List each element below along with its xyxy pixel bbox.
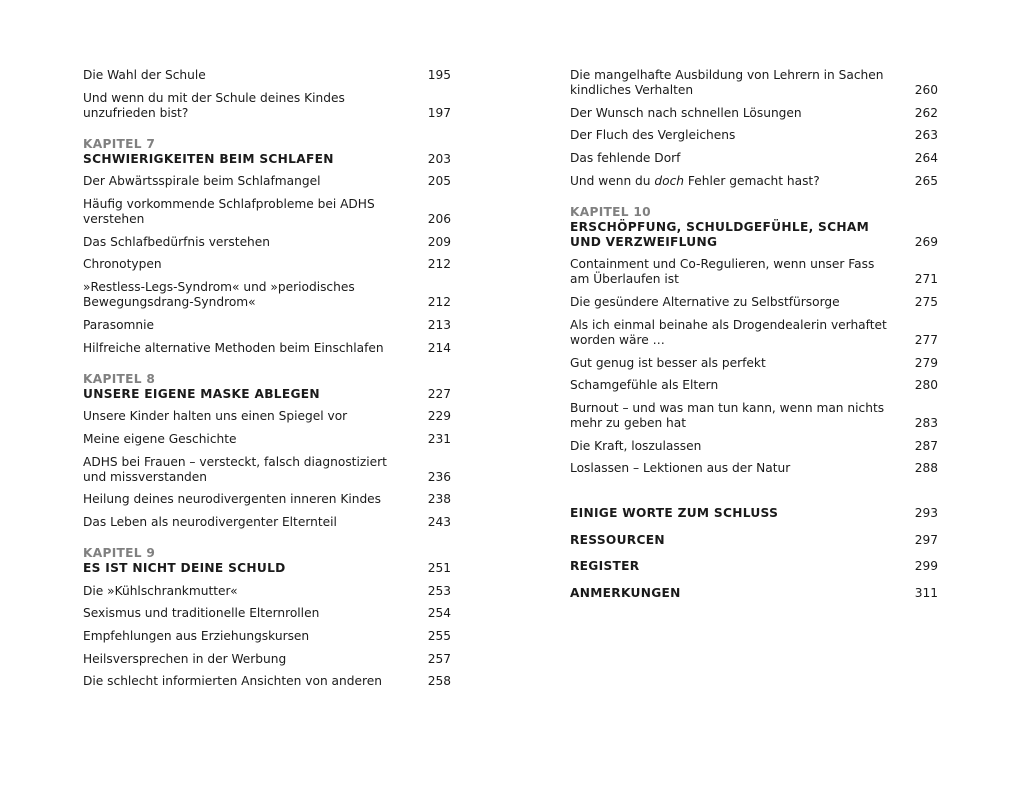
entry-page: 275 xyxy=(914,295,938,310)
chapter-7-heading xyxy=(83,137,451,167)
entry-page: 206 xyxy=(427,212,451,227)
entry-title: Das Leben als neurodivergenter Elternteil xyxy=(83,514,337,529)
entry-title: Die Wahl der Schule xyxy=(83,68,206,82)
entry-page: 283 xyxy=(914,415,938,430)
entry-title-emphasis: doch xyxy=(654,173,685,188)
entry-title: Der Wunsch nach schnellen Lösungen xyxy=(570,105,802,120)
entry-title: Heilung deines neurodivergenten inneren Kindes xyxy=(83,492,382,507)
toc-entry xyxy=(83,515,451,530)
toc-entry xyxy=(83,674,451,689)
toc-entry xyxy=(83,409,451,424)
toc-entry xyxy=(570,318,938,348)
chapter-page: 227 xyxy=(427,386,451,401)
entry-title: Containment und Co-Regulieren, wenn unser Fass am Überlaufen ist xyxy=(570,257,875,287)
chapter-page: 269 xyxy=(914,234,938,249)
entry-title: Unsere Kinder halten uns einen Spiegel vor xyxy=(83,409,348,424)
toc-entry xyxy=(83,455,451,485)
toc-entry xyxy=(83,341,451,356)
entry-page: 253 xyxy=(427,583,451,598)
toc-entry xyxy=(570,68,938,98)
chapter-title: UNSERE EIGENE MASKE ABLEGEN xyxy=(83,386,320,401)
chapter-title-line-2: UND VERZWEIFLUNG xyxy=(570,234,718,249)
toc-entry xyxy=(570,439,938,454)
entry-title: Hilfreiche alternative Methoden beim Einschlafen xyxy=(83,340,384,355)
entry-page: 243 xyxy=(427,514,451,529)
toc-entry xyxy=(570,106,938,121)
entry-title xyxy=(570,174,915,189)
entry-title: Die gesündere Alternative zu Selbstfürsorge xyxy=(570,295,840,310)
end-section-entry xyxy=(570,559,938,574)
toc-entry xyxy=(570,461,938,476)
chapter-label: KAPITEL 7 xyxy=(83,136,156,151)
toc-entry xyxy=(83,257,451,272)
entry-page: 260 xyxy=(914,83,938,97)
entry-page: 255 xyxy=(427,629,451,643)
entry-title: Schamgefühle als Eltern xyxy=(570,378,719,393)
entry-title: Empfehlungen aus Erziehungskursen xyxy=(83,629,310,643)
entry-title: Der Fluch des Vergleichens xyxy=(570,128,736,143)
entry-title: Die schlecht informierten Ansichten von anderen xyxy=(83,674,382,689)
entry-title: Meine eigene Geschichte xyxy=(83,431,237,446)
entry-page: 271 xyxy=(914,272,938,287)
entry-title: Das Schlafbedürfnis verstehen xyxy=(83,234,271,249)
toc-entry xyxy=(83,606,451,621)
chapter-title: ES IST NICHT DEINE SCHULD xyxy=(83,560,286,575)
entry-title: Und wenn du mit der Schule deines Kindes unzufrieden bist? xyxy=(83,90,345,120)
end-section-entry xyxy=(570,533,938,548)
toc-entry xyxy=(570,401,938,431)
toc-entry xyxy=(570,295,938,310)
entry-page: 197 xyxy=(427,105,451,120)
chapter-label: KAPITEL 9 xyxy=(83,545,156,560)
entry-page: 236 xyxy=(427,469,451,484)
entry-page: 213 xyxy=(427,317,451,332)
toc-entry xyxy=(570,356,938,371)
chapter-label: KAPITEL 8 xyxy=(83,371,156,386)
entry-title: »Restless-Legs-Syndrom« und »periodisches Bewegungsdrang-Syndrom« xyxy=(83,280,355,310)
toc-entry xyxy=(83,91,451,121)
end-section-title: EINIGE WORTE ZUM SCHLUSS xyxy=(570,506,779,521)
end-section-entry xyxy=(570,586,938,601)
entry-page: 195 xyxy=(427,68,451,82)
entry-title: Die Kraft, loszulassen xyxy=(570,438,702,453)
toc-entry xyxy=(83,280,451,310)
entry-page: 265 xyxy=(914,173,938,188)
entry-title-part: Fehler gemacht hast? xyxy=(684,173,820,188)
toc-entry xyxy=(83,174,451,189)
end-sections xyxy=(570,506,938,601)
entry-page: 214 xyxy=(427,340,451,355)
toc-entry xyxy=(83,652,451,667)
entry-page: 212 xyxy=(427,295,451,310)
entry-title: Heilsversprechen in der Werbung xyxy=(83,651,287,666)
chapter-title: SCHWIERIGKEITEN BEIM SCHLAFEN xyxy=(83,151,334,166)
entry-page: 209 xyxy=(427,234,451,249)
entry-page: 205 xyxy=(427,174,451,189)
toc-entry xyxy=(83,235,451,250)
toc-right-column xyxy=(570,68,938,612)
toc-entry xyxy=(570,174,938,189)
entry-page: 288 xyxy=(914,461,938,476)
toc-entry xyxy=(570,378,938,393)
toc-entry xyxy=(83,68,451,83)
chapter-title-line-1: ERSCHÖPFUNG, SCHULDGEFÜHLE, SCHAM xyxy=(570,219,870,234)
entry-title: Häufig vorkommende Schlafprobleme bei ADHS verstehen xyxy=(83,197,375,227)
entry-page: 212 xyxy=(427,257,451,272)
toc-entry xyxy=(83,584,451,599)
toc-left-column xyxy=(83,68,451,697)
entry-title: ADHS bei Frauen – versteckt, falsch diagnostiziert und missverstanden xyxy=(83,454,387,484)
chapter-8-heading xyxy=(83,372,451,402)
entry-page: 231 xyxy=(427,431,451,446)
chapter-10-heading xyxy=(570,205,938,250)
entry-page: 262 xyxy=(914,105,938,120)
entry-title-part: Und wenn du xyxy=(570,173,655,188)
toc-entry xyxy=(83,318,451,333)
end-section-title: ANMERKUNGEN xyxy=(570,585,681,600)
entry-page: 257 xyxy=(427,651,451,666)
entry-page: 229 xyxy=(427,409,451,424)
entry-title: Als ich einmal beinahe als Drogendealerin verhaftet worden wäre … xyxy=(570,317,887,347)
end-section-page: 299 xyxy=(914,559,938,574)
entry-title: Chronotypen xyxy=(83,257,162,272)
entry-title: Das fehlende Dorf xyxy=(570,151,681,166)
entry-page: 287 xyxy=(914,438,938,453)
end-section-page: 311 xyxy=(914,585,938,600)
toc-entry xyxy=(83,197,451,227)
end-section-page: 293 xyxy=(914,506,938,521)
toc-entry xyxy=(570,257,938,287)
entry-page: 264 xyxy=(914,151,938,166)
toc-entry xyxy=(83,432,451,447)
chapter-9-heading xyxy=(83,546,451,576)
end-section-title: REGISTER xyxy=(570,559,640,574)
entry-title: Loslassen – Lektionen aus der Natur xyxy=(570,461,791,476)
end-section-page: 297 xyxy=(914,532,938,547)
entry-title: Sexismus und traditionelle Elternrollen xyxy=(83,606,320,621)
entry-page: 254 xyxy=(427,606,451,621)
entry-title: Gut genug ist besser als perfekt xyxy=(570,355,766,370)
entry-title: Die mangelhafte Ausbildung von Lehrern in Sachen kindliches Verhalten xyxy=(570,68,884,97)
entry-title: Burnout – und was man tun kann, wenn man nichts mehr zu geben hat xyxy=(570,400,885,430)
toc-entry xyxy=(570,151,938,166)
toc-entry xyxy=(83,492,451,507)
entry-page: 279 xyxy=(914,355,938,370)
end-section-title: RESSOURCEN xyxy=(570,532,665,547)
chapter-label: KAPITEL 10 xyxy=(570,204,651,219)
toc-entry xyxy=(83,629,451,644)
end-section-entry xyxy=(570,506,938,521)
entry-title: Die »Kühlschrankmutter« xyxy=(83,583,238,598)
entry-page: 277 xyxy=(914,332,938,347)
toc-entry xyxy=(570,128,938,143)
entry-title: Der Abwärtsspirale beim Schlafmangel xyxy=(83,174,321,189)
entry-page: 280 xyxy=(914,378,938,393)
entry-title: Parasomnie xyxy=(83,317,155,332)
entry-page: 263 xyxy=(914,128,938,143)
chapter-page: 203 xyxy=(427,151,451,166)
chapter-page: 251 xyxy=(427,560,451,575)
entry-page: 258 xyxy=(427,674,451,689)
entry-page: 238 xyxy=(427,492,451,507)
